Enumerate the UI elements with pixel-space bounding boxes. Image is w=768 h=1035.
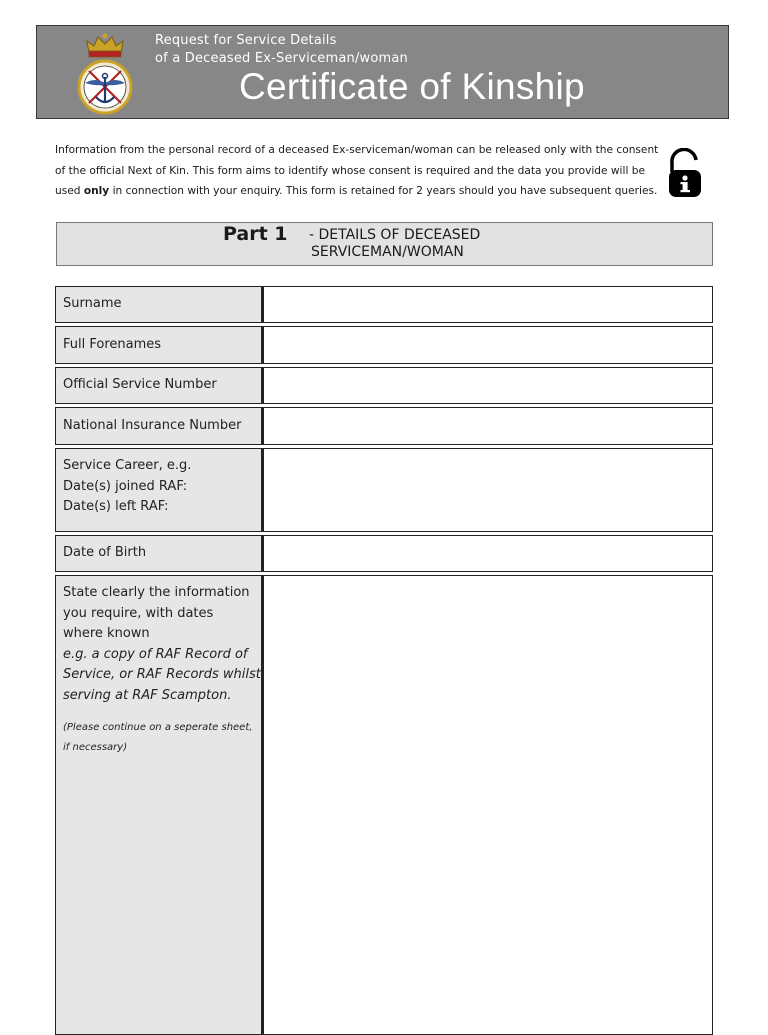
- intro-line3-before: used: [55, 185, 84, 197]
- unlocked-padlock-info-icon: [666, 148, 704, 200]
- intro-line3: [55, 181, 658, 202]
- info-required-line2: you require, with dates: [63, 605, 214, 621]
- info-required-example2: Service, or RAF Records whilst: [63, 667, 261, 682]
- dob-field[interactable]: [262, 535, 713, 572]
- surname-row: [55, 286, 713, 323]
- ni-number-label: National Insurance Number: [55, 407, 262, 445]
- info-required-field[interactable]: [262, 575, 713, 1035]
- ni-number-row: [55, 407, 713, 445]
- service-number-label: Official Service Number: [55, 367, 262, 404]
- info-required-example3: serving at RAF Scampton.: [63, 687, 232, 703]
- part1-description-line2: SERVICEMAN/WOMAN: [311, 244, 464, 260]
- info-required-example1: e.g. a copy of RAF Record of: [63, 646, 248, 662]
- surname-label: Surname: [55, 286, 262, 323]
- part1-title: Part 1: [223, 223, 288, 245]
- tri-service-crest-icon: [75, 29, 135, 117]
- continue-note-line2: if necessary): [63, 742, 128, 753]
- info-required-line1: State clearly the information: [63, 585, 250, 600]
- intro-line2: of the official Next of Kin. This form aims to identify whose consent is required and the data you provide will be: [55, 164, 646, 177]
- header-subtitle-line1: Request for Service Details: [155, 33, 337, 48]
- part1-description-line1: - DETAILS OF DECEASED: [309, 227, 481, 243]
- service-number-field[interactable]: [262, 367, 713, 404]
- part1-heading: [56, 222, 713, 266]
- surname-field[interactable]: [262, 286, 713, 323]
- service-career-line1: Service Career, e.g.: [63, 458, 192, 473]
- header-subtitle-line2: of a Deceased Ex-Serviceman/woman: [155, 51, 408, 66]
- intro-line3-after: in connection with your enquiry. This form is retained for 2 years should you have subsequent queries.: [109, 185, 658, 197]
- service-career-line3: Date(s) left RAF:: [63, 499, 169, 514]
- service-career-row: [55, 448, 713, 532]
- intro-only-emphasis: only: [83, 185, 110, 197]
- page-title: Certificate of Kinship: [239, 66, 585, 107]
- service-career-line2: Date(s) joined RAF:: [63, 478, 188, 494]
- dob-label: Date of Birth: [55, 535, 262, 572]
- info-required-line3: where known: [63, 626, 150, 641]
- forenames-row: [55, 326, 713, 364]
- ni-number-field[interactable]: [262, 407, 713, 445]
- intro-paragraph: [55, 140, 659, 202]
- service-number-row: [55, 367, 713, 404]
- forenames-field[interactable]: [262, 326, 713, 364]
- info-required-label: [55, 575, 262, 1035]
- form-header: [36, 25, 729, 119]
- dob-row: [55, 535, 713, 572]
- intro-line1: Information from the personal record of a deceased Ex-serviceman/woman can be released only with the consent: [55, 144, 659, 156]
- continue-note-line1: (Please continue on a seperate sheet,: [63, 722, 253, 733]
- service-career-label: [55, 448, 262, 532]
- info-required-row: [55, 575, 713, 1035]
- service-career-field[interactable]: [262, 448, 713, 532]
- continue-note: [63, 718, 261, 758]
- forenames-label: Full Forenames: [55, 326, 262, 364]
